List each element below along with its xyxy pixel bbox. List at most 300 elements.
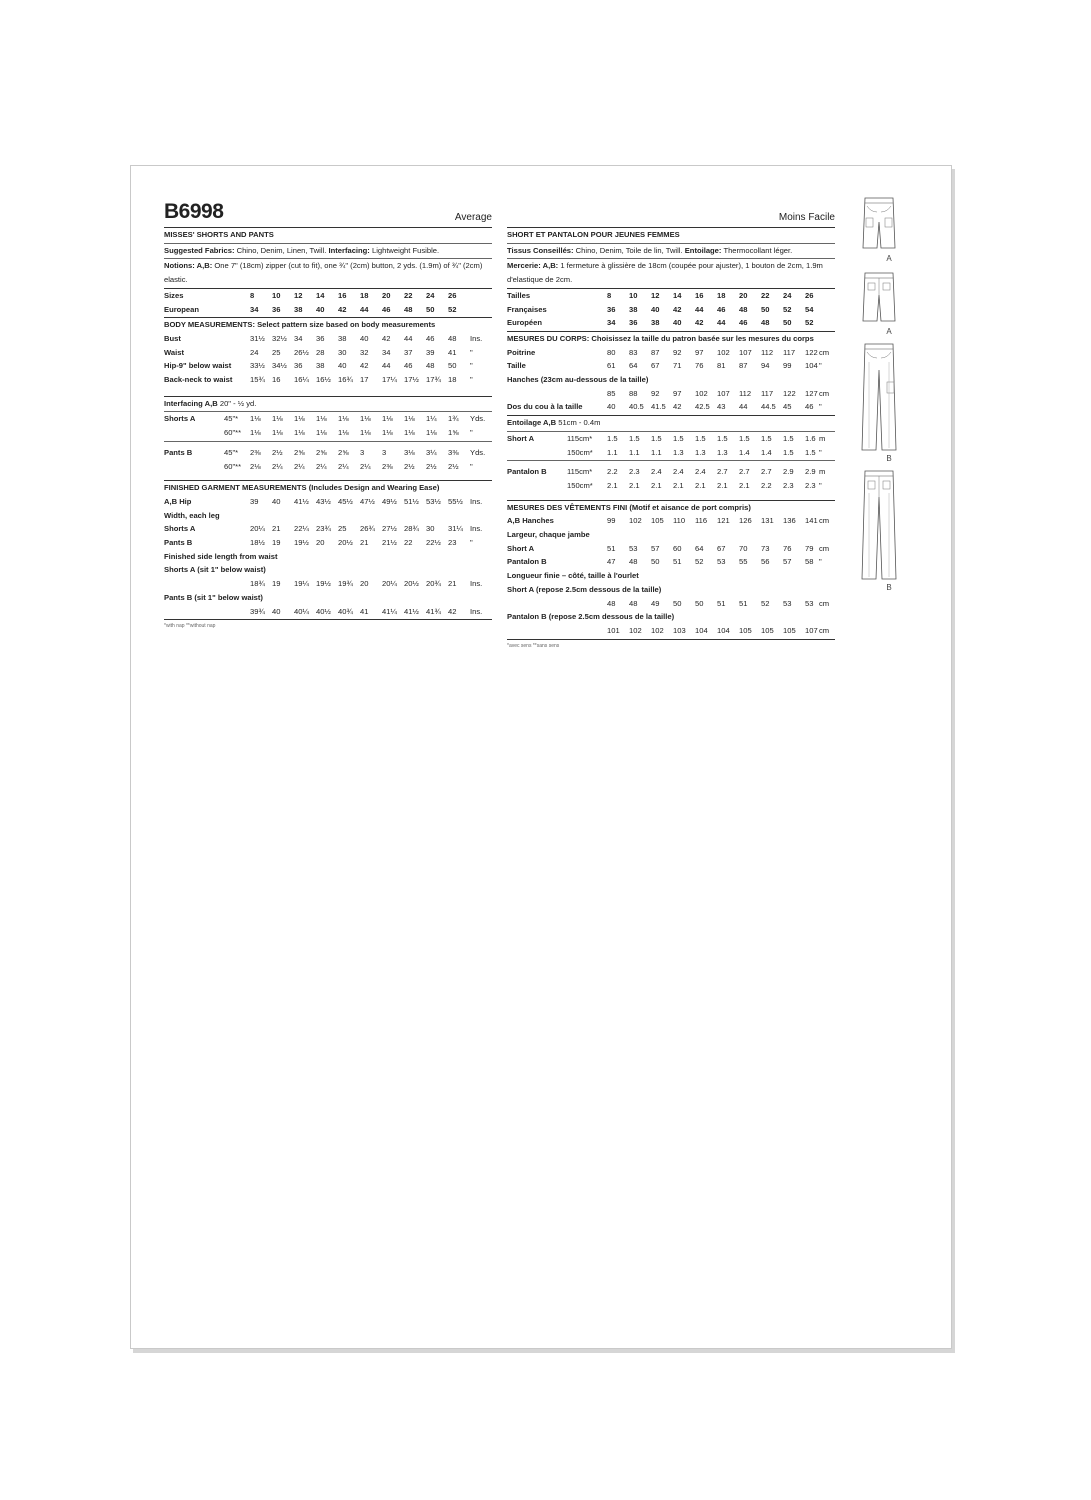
unit-label: " — [819, 447, 822, 457]
table-cell: 2½ — [426, 461, 437, 471]
table-cell: 1.5 — [607, 433, 618, 443]
table-cell: 19 — [272, 579, 281, 589]
width-label: 150cm* — [567, 447, 593, 457]
unit-label: " — [470, 538, 473, 548]
row-label: Shorts A — [164, 524, 196, 534]
table-cell: 16 — [272, 375, 281, 385]
table-cell: 1⅛ — [382, 414, 393, 424]
table-cell: 41¼ — [382, 606, 397, 616]
row-label: Européen — [507, 318, 543, 328]
table-cell: 1⅛ — [272, 428, 283, 438]
table-cell: 1.5 — [673, 433, 684, 443]
pants-back-icon: B — [859, 469, 919, 592]
table-cell: 1⅛ — [360, 428, 371, 438]
table-row — [164, 346, 492, 360]
finished-heading: FINISHED GARMENT MEASUREMENTS (Includes Design and Wearing Ease) — [164, 483, 440, 493]
table-row — [507, 432, 835, 446]
table-cell: 22½ — [426, 538, 441, 548]
table-cell: 79 — [805, 543, 814, 553]
table-cell: 22¼ — [294, 524, 309, 534]
table-cell: 46 — [404, 361, 413, 371]
table-cell: 1.5 — [783, 447, 794, 457]
table-cell: 41 — [360, 606, 369, 616]
shorts-back-icon: A — [859, 271, 919, 336]
table-cell: 50 — [673, 598, 682, 608]
table-cell: 22 — [761, 290, 770, 300]
table-cell: 1.3 — [717, 447, 728, 457]
table-cell: 53 — [783, 598, 792, 608]
table-cell: 17½ — [404, 375, 419, 385]
table-cell: 42 — [360, 361, 369, 371]
table-cell: 1⅛ — [272, 414, 283, 424]
table-cell: 42 — [695, 318, 704, 328]
table-row — [164, 373, 492, 387]
table-row — [164, 446, 492, 460]
table-cell: 105 — [761, 625, 774, 635]
unit-label: Yds. — [470, 447, 486, 457]
table-row — [507, 479, 835, 493]
footnote-fr: *avec sens **sans sens — [507, 642, 560, 649]
table-cell: 2.7 — [761, 467, 772, 477]
row-label: Tailles — [507, 290, 531, 300]
table-cell: 51 — [607, 543, 616, 553]
table-cell: 52 — [761, 598, 770, 608]
row-label: Sizes — [164, 290, 184, 300]
table-cell: 38 — [629, 304, 638, 314]
table-cell: 43½ — [316, 496, 331, 506]
table-cell: 17¼ — [382, 375, 397, 385]
width-label: 45"* — [224, 414, 239, 424]
table-cell: 20½ — [338, 538, 353, 548]
table-cell: 44 — [739, 402, 748, 412]
width-label: 60"** — [224, 428, 242, 438]
difficulty-label: Average — [454, 212, 492, 223]
table-cell: 37 — [404, 347, 413, 357]
table-row — [164, 495, 492, 509]
row-label: Pants B — [164, 538, 193, 548]
table-cell: 42 — [338, 304, 347, 314]
table-cell: 20¼ — [250, 524, 265, 534]
table-cell: 48 — [404, 304, 413, 314]
table-cell: 110 — [673, 516, 686, 526]
row-label: A,B Hanches — [507, 516, 554, 526]
table-cell: 48 — [629, 598, 638, 608]
table-cell: 76 — [783, 543, 792, 553]
table-cell: 117 — [783, 347, 796, 357]
table-cell: 2.1 — [695, 480, 706, 490]
table-cell: 92 — [673, 347, 682, 357]
table-cell: 1.5 — [695, 433, 706, 443]
table-cell: 121 — [717, 516, 730, 526]
table-cell: 48 — [739, 304, 748, 314]
table-cell: 40 — [272, 496, 281, 506]
table-cell: 42 — [673, 402, 682, 412]
table-row — [507, 346, 835, 360]
table-cell: 1.5 — [651, 433, 662, 443]
table-cell: 1.5 — [761, 433, 772, 443]
table-cell: 2½ — [448, 461, 459, 471]
yardage-table-fr — [507, 432, 835, 499]
table-cell: 103 — [673, 625, 686, 635]
table-cell: 2.1 — [717, 480, 728, 490]
table-cell: 51 — [717, 598, 726, 608]
table-cell: 104 — [695, 625, 708, 635]
table-cell: 50 — [783, 318, 792, 328]
table-cell: 18 — [717, 290, 726, 300]
table-cell: 107 — [805, 625, 818, 635]
table-cell: 2⅜ — [250, 447, 261, 457]
table-cell: 34 — [250, 304, 259, 314]
unit-label: Ins. — [470, 524, 483, 534]
table-row — [164, 412, 492, 426]
table-cell: 1.1 — [651, 447, 662, 457]
finished-measurements-table — [164, 495, 492, 618]
table-cell: 64 — [695, 543, 704, 553]
table-cell: 2.4 — [651, 467, 662, 477]
table-cell: 64 — [629, 361, 638, 371]
table-row — [164, 536, 492, 550]
table-cell: 39 — [426, 347, 435, 357]
table-cell: 23 — [448, 538, 457, 548]
table-cell: 21½ — [382, 538, 397, 548]
table-cell: 1⅛ — [250, 428, 261, 438]
table-cell: 21 — [448, 579, 457, 589]
fabrics-line-fr: Tissus Conseillés: Chino, Denim, Toile de lin, Twill. Entoilage: Thermocollant léger. — [507, 245, 793, 255]
table-cell: 45 — [783, 402, 792, 412]
table-cell: 8 — [607, 290, 612, 300]
table-cell: 67 — [651, 361, 660, 371]
table-cell: 55½ — [448, 496, 463, 506]
unit-label: Ins. — [470, 579, 483, 589]
table-cell: 51½ — [404, 496, 419, 506]
notions-line: Notions: A,B: One 7" (18cm) zipper (cut to fit), one ¾" (2cm) button, 2 yds. (1.9m) of ¾" (2cm) elastic. — [164, 261, 483, 285]
table-row — [164, 460, 492, 474]
table-cell: 31½ — [250, 333, 265, 343]
table-cell: 57 — [651, 543, 660, 553]
table-cell: 34 — [294, 333, 303, 343]
table-cell: 122 — [805, 347, 818, 357]
unit-label: Ins. — [470, 606, 483, 616]
row-label: Short A — [507, 433, 535, 443]
table-cell: 33½ — [250, 361, 265, 371]
table-cell: 40½ — [316, 606, 331, 616]
table-cell: 24 — [426, 290, 435, 300]
table-cell: 2.1 — [629, 480, 640, 490]
table-cell: 2.1 — [673, 480, 684, 490]
table-cell: 61 — [607, 361, 616, 371]
table-cell: 126 — [739, 516, 752, 526]
table-cell: 32 — [360, 347, 369, 357]
table-cell: 20¾ — [426, 579, 441, 589]
table-cell: 22 — [404, 290, 413, 300]
row-label: Dos du cou à la taille — [507, 402, 583, 412]
table-cell: 97 — [673, 388, 682, 398]
table-cell: 18 — [448, 375, 457, 385]
table-cell: 80 — [607, 347, 616, 357]
table-cell: 48 — [761, 318, 770, 328]
table-row — [507, 387, 835, 401]
table-cell: 2.1 — [739, 480, 750, 490]
table-row — [507, 359, 835, 373]
row-label: Hip-9" below waist — [164, 361, 232, 371]
table-cell: 53 — [629, 543, 638, 553]
table-cell: 2⅝ — [338, 447, 349, 457]
table-cell: 1⅛ — [294, 428, 305, 438]
table-cell: 15¾ — [250, 375, 265, 385]
table-cell: 16 — [338, 290, 347, 300]
table-cell: 2.7 — [739, 467, 750, 477]
table-cell: 3⅛ — [404, 447, 415, 457]
width-label: 115cm* — [567, 433, 593, 443]
table-cell: 42 — [673, 304, 682, 314]
length-heading: Finished side length from waist — [164, 551, 278, 561]
table-cell: 42.5 — [695, 402, 710, 412]
table-cell: 1.4 — [761, 447, 772, 457]
row-label: Bust — [164, 333, 181, 343]
table-row — [507, 624, 835, 638]
table-cell: 50 — [761, 304, 770, 314]
table-cell: 38 — [651, 318, 660, 328]
unit-label: cm — [819, 543, 830, 553]
table-cell: 22 — [404, 538, 413, 548]
table-cell: 2.1 — [607, 480, 618, 490]
table-cell: 28¾ — [404, 524, 419, 534]
table-cell: 52 — [783, 304, 792, 314]
difficulty-label-fr: Moins Facile — [778, 212, 835, 223]
row-label: Poitrine — [507, 347, 536, 357]
unit-label: Ins. — [470, 496, 483, 506]
unit-label: " — [819, 361, 822, 371]
table-cell: 1.5 — [717, 433, 728, 443]
table-cell: 85 — [607, 388, 616, 398]
table-cell: 122 — [783, 388, 796, 398]
interfacing-row-fr: Entoilage A,B 51cm - 0.4m — [507, 418, 601, 428]
table-cell: 40¼ — [294, 606, 309, 616]
table-cell: 58 — [805, 557, 814, 567]
table-cell: 2.1 — [651, 480, 662, 490]
table-cell: 49½ — [382, 496, 397, 506]
table-cell: 40 — [607, 402, 616, 412]
unit-label: " — [470, 375, 473, 385]
european-row — [164, 303, 492, 317]
table-cell: 102 — [629, 625, 642, 635]
pattern-code: B6998 — [164, 200, 224, 223]
row-label: Taille — [507, 361, 526, 371]
table-cell: 88 — [629, 388, 638, 398]
table-cell: 116 — [695, 516, 708, 526]
unit-label: " — [470, 347, 473, 357]
table-cell: 25 — [272, 347, 281, 357]
table-cell: 40 — [673, 318, 682, 328]
row-label: Françaises — [507, 304, 547, 314]
table-cell: 136 — [783, 516, 796, 526]
width-label: 60"** — [224, 461, 242, 471]
table-row — [164, 605, 492, 619]
table-cell: 28 — [316, 347, 325, 357]
width-heading: Width, each leg — [164, 510, 220, 520]
table-cell: 70 — [739, 543, 748, 553]
table-cell: 1.5 — [629, 433, 640, 443]
table-cell: 10 — [629, 290, 638, 300]
unit-label: " — [819, 557, 822, 567]
table-cell: 24 — [250, 347, 259, 357]
table-cell: 2⅝ — [316, 447, 327, 457]
table-cell: 107 — [739, 347, 752, 357]
table-cell: 102 — [695, 388, 708, 398]
table-cell: 48 — [448, 333, 457, 343]
table-row — [507, 542, 835, 556]
table-cell: 19½ — [294, 538, 309, 548]
table-cell: 44 — [360, 304, 369, 314]
table-cell: 3¼ — [426, 447, 437, 457]
table-cell: 1⅛ — [316, 414, 327, 424]
table-cell: 2¼ — [272, 461, 283, 471]
table-cell: 50 — [426, 304, 435, 314]
finished-heading-fr: MESURES DES VÊTEMENTS FINI (Motif et aisance de port compris) — [507, 502, 751, 512]
table-cell: 41.5 — [651, 402, 666, 412]
table-cell: 45½ — [338, 496, 353, 506]
table-cell: 26¾ — [360, 524, 375, 534]
table-cell: 46 — [805, 402, 814, 412]
table-cell: 112 — [739, 388, 752, 398]
table-cell: 34 — [382, 347, 391, 357]
table-cell: 30 — [426, 524, 435, 534]
table-cell: 43 — [717, 402, 726, 412]
sizes-row-fr — [507, 289, 835, 303]
table-cell: 20 — [316, 538, 325, 548]
table-cell: 48 — [426, 361, 435, 371]
table-cell: 26 — [448, 290, 457, 300]
table-row — [164, 577, 492, 591]
table-cell: 47½ — [360, 496, 375, 506]
table-cell: 1.5 — [783, 433, 794, 443]
table-cell: 44 — [404, 333, 413, 343]
table-cell: 2.3 — [805, 480, 816, 490]
table-cell: 20 — [382, 290, 391, 300]
table-cell: 42 — [382, 333, 391, 343]
table-cell: 1⅛ — [316, 428, 327, 438]
unit-label: Yds. — [470, 414, 486, 424]
table-cell: 36 — [607, 304, 616, 314]
table-cell: 2.3 — [629, 467, 640, 477]
table-cell: 76 — [695, 361, 704, 371]
table-cell: 3⅜ — [448, 447, 459, 457]
table-row — [164, 332, 492, 346]
pants-front-icon: B — [859, 342, 919, 463]
table-cell: 55 — [739, 557, 748, 567]
table-row — [164, 522, 492, 536]
table-cell: 16½ — [316, 375, 331, 385]
table-cell: 2½ — [272, 447, 283, 457]
table-cell: 16¼ — [294, 375, 309, 385]
table-cell: 87 — [651, 347, 660, 357]
table-cell: 1⅛ — [338, 428, 349, 438]
table-cell: 56 — [761, 557, 770, 567]
table-cell: 2⅛ — [250, 461, 261, 471]
table-cell: 10 — [272, 290, 281, 300]
table-cell: 2¼ — [294, 461, 305, 471]
table-row — [507, 597, 835, 611]
table-cell: 102 — [629, 516, 642, 526]
table-cell: 57 — [783, 557, 792, 567]
table-cell: 38 — [294, 304, 303, 314]
table-cell: 41½ — [404, 606, 419, 616]
table-cell: 2.2 — [607, 467, 618, 477]
french-column — [507, 204, 835, 649]
table-cell: 1.3 — [695, 447, 706, 457]
table-cell: 38 — [338, 333, 347, 343]
unit-label: " — [819, 402, 822, 412]
unit-label: cm — [819, 598, 830, 608]
unit-label: m — [819, 433, 826, 443]
table-cell: 20 — [360, 579, 369, 589]
table-cell: 19½ — [316, 579, 331, 589]
table-cell: 1.3 — [673, 447, 684, 457]
table-row — [507, 555, 835, 569]
table-cell: 52 — [448, 304, 457, 314]
table-cell: 1.6 — [805, 433, 816, 443]
footnote: *with nap **without nap — [164, 623, 216, 630]
table-cell: 44 — [717, 318, 726, 328]
table-cell: 51 — [673, 557, 682, 567]
table-cell: 53 — [805, 598, 814, 608]
table-row — [164, 359, 492, 373]
table-cell: 23¾ — [316, 524, 331, 534]
table-cell: 2.2 — [761, 480, 772, 490]
table-cell: 40 — [651, 304, 660, 314]
row-label: A,B Hip — [164, 496, 192, 506]
table-cell: 44 — [382, 361, 391, 371]
table-cell: 20½ — [404, 579, 419, 589]
table-cell: 92 — [651, 388, 660, 398]
table-cell: 1¼ — [426, 414, 437, 424]
english-header — [164, 200, 492, 226]
table-cell: 49 — [651, 598, 660, 608]
table-row — [164, 426, 492, 440]
table-cell: 1.1 — [629, 447, 640, 457]
technical-sketches — [859, 196, 919, 592]
table-cell: 73 — [761, 543, 770, 553]
table-row — [507, 465, 835, 479]
table-cell: 1.4 — [739, 447, 750, 457]
table-cell: 44 — [695, 304, 704, 314]
table-cell: 2.3 — [783, 480, 794, 490]
table-cell: 60 — [673, 543, 682, 553]
unit-label: cm — [819, 625, 830, 635]
row-label: Short A (repose 2.5cm dessous de la taille) — [507, 584, 662, 594]
table-cell: 36 — [629, 318, 638, 328]
table-cell: 1.5 — [805, 447, 816, 457]
table-cell: 102 — [717, 347, 730, 357]
table-cell: 105 — [783, 625, 796, 635]
yardage-table — [164, 412, 492, 479]
table-cell: 2.4 — [673, 467, 684, 477]
row-label: Back-neck to waist — [164, 375, 233, 385]
row-label: European — [164, 304, 200, 314]
table-cell: 3 — [360, 447, 365, 457]
table-cell: 39¾ — [250, 606, 265, 616]
table-cell: 2.4 — [695, 467, 706, 477]
table-cell: 107 — [717, 388, 730, 398]
table-cell: 18½ — [250, 538, 265, 548]
table-cell: 31¼ — [448, 524, 463, 534]
row-label: Shorts A — [164, 414, 196, 424]
table-cell: 97 — [695, 347, 704, 357]
table-cell: 104 — [717, 625, 730, 635]
table-cell: 16¾ — [338, 375, 353, 385]
table-cell: 1¾ — [448, 414, 459, 424]
table-cell: 2.9 — [805, 467, 816, 477]
